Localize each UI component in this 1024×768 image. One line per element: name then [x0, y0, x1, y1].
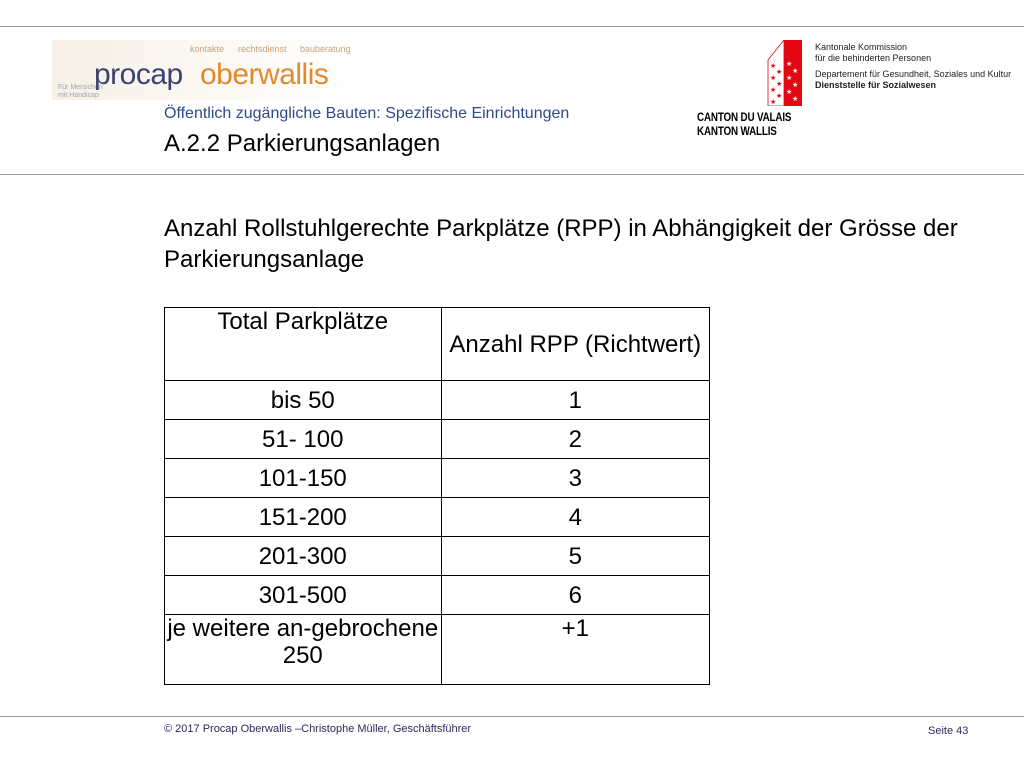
- svg-text:★: ★: [792, 67, 799, 75]
- svg-text:★: ★: [792, 81, 799, 89]
- page-subtitle: Öffentlich zugängliche Bauten: Spezifische Einrichtungen: [164, 105, 570, 122]
- cell-total: bis 50: [165, 381, 442, 420]
- logo-oberwallis-wordmark: oberwallis: [200, 58, 329, 91]
- header-divider: [0, 174, 1024, 175]
- cell-total: 101-150: [165, 459, 442, 498]
- logo-tagline-kontakte: kontakte: [190, 44, 225, 54]
- logo-small-line-2: mit Handicap: [58, 92, 99, 99]
- svg-text:★: ★: [770, 86, 777, 94]
- canton-name-de: KANTON WALLIS: [697, 124, 777, 138]
- logo-small-line-1: Für Menschen: [58, 84, 103, 91]
- cell-rpp: 6: [441, 576, 710, 615]
- svg-text:★: ★: [770, 74, 777, 82]
- cell-rpp: 4: [441, 498, 710, 537]
- commission-line-2: für die behinderten Personen: [815, 53, 932, 63]
- footer-copyright: © 2017 Procap Oberwallis –Christophe Müller, Geschäftsführer: [164, 723, 472, 735]
- top-divider: [0, 26, 1024, 27]
- svg-text:★: ★: [792, 95, 799, 103]
- header-total-parkplaetze: Total Parkplätze: [165, 308, 442, 381]
- svg-text:★: ★: [770, 62, 777, 70]
- rpp-table: [164, 307, 710, 685]
- svg-text:★: ★: [786, 60, 793, 68]
- table-row: [165, 381, 710, 420]
- cell-rpp: +1: [441, 615, 710, 685]
- cell-total: 301-500: [165, 576, 442, 615]
- table-row: [165, 615, 710, 685]
- cell-rpp: 5: [441, 537, 710, 576]
- table-row: [165, 459, 710, 498]
- canton-valais-emblem-icon: [764, 40, 804, 106]
- canton-name-fr: CANTON DU VALAIS: [697, 110, 792, 124]
- svg-text:★: ★: [770, 98, 777, 106]
- logo-procap-wordmark: procap: [94, 58, 183, 91]
- logo-tagline-rechtsdienst: rechtsdienst: [238, 44, 287, 54]
- cell-rpp: 1: [441, 381, 710, 420]
- commission-line-1: Kantonale Kommission: [815, 42, 908, 52]
- cell-total: 201-300: [165, 537, 442, 576]
- cell-total: 151-200: [165, 498, 442, 537]
- department-line-2: Dienststelle für Sozialwesen: [815, 80, 937, 90]
- cell-total: je weitere an-gebrochene 250: [165, 615, 442, 685]
- cell-rpp: 2: [441, 420, 710, 459]
- procap-logo: [52, 40, 356, 100]
- svg-text:★: ★: [776, 68, 783, 76]
- table-row: [165, 576, 710, 615]
- table-header-row: [165, 308, 710, 381]
- svg-text:★: ★: [786, 74, 793, 82]
- logo-tagline-bauberatung: bauberatung: [300, 44, 351, 54]
- cell-total: 51- 100: [165, 420, 442, 459]
- svg-text:★: ★: [776, 80, 783, 88]
- table-row: [165, 420, 710, 459]
- svg-text:★: ★: [786, 88, 793, 96]
- table-row: [165, 498, 710, 537]
- section-heading: Anzahl Rollstuhlgerechte Parkplätze (RPP) in Abhängigkeit der Grösse der Parkierungsanlage: [164, 215, 958, 273]
- department-line-1: Departement für Gesundheit, Soziales und Kultur: [815, 69, 1012, 79]
- cell-rpp: 3: [441, 459, 710, 498]
- page-title: A.2.2 Parkierungsanlagen: [164, 130, 441, 157]
- header-anzahl-rpp: Anzahl RPP (Richtwert): [441, 308, 710, 381]
- canton-name: [697, 110, 791, 138]
- svg-text:★: ★: [776, 92, 783, 100]
- page-number: Seite 43: [928, 725, 969, 737]
- table-row: [165, 537, 710, 576]
- footer-divider: [0, 716, 1024, 717]
